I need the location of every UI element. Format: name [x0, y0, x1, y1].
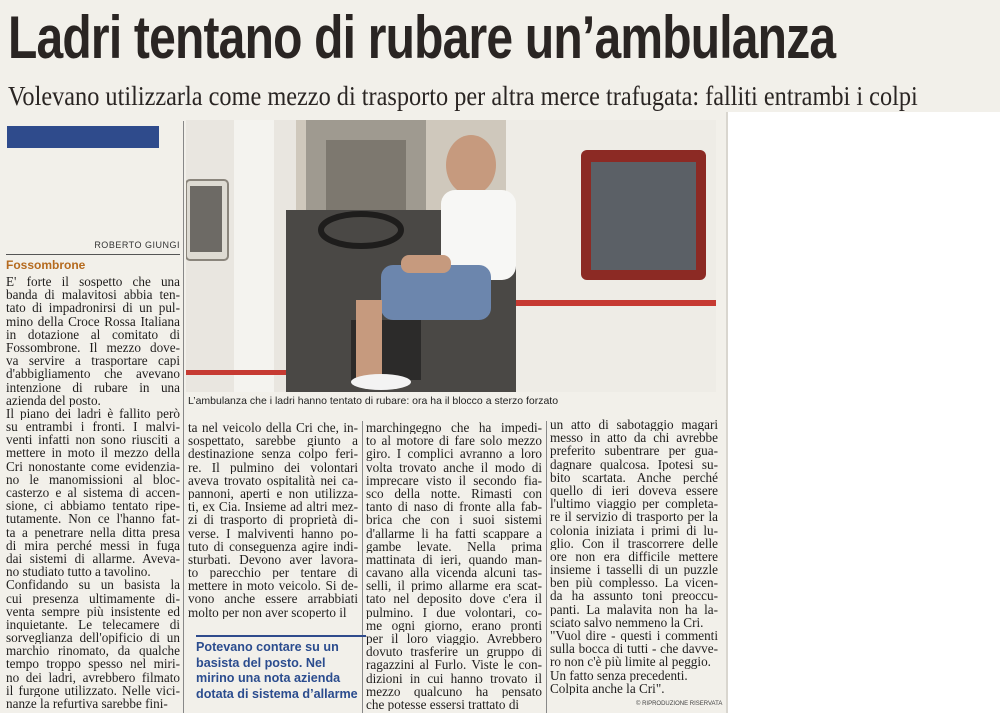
- ambulance-photo-illustration: [186, 120, 716, 392]
- article-text-line: d'allarme li ha fatti scappare a: [366, 526, 542, 540]
- article-text-line: molto per non aver scoperto il: [188, 605, 347, 619]
- article-text-line: brica che con i suoi sistemi: [366, 513, 542, 527]
- author-byline: ROBERTO GIUNGI: [94, 240, 180, 250]
- article-text-line: vono anche essere arrabbiati: [188, 592, 358, 606]
- article-text-line: ta a penetrare nella ditta presa: [6, 525, 180, 539]
- text-column-4: [550, 418, 718, 695]
- article-text-line: per il loro viaggio. Avrebbero: [366, 632, 542, 646]
- article-text-line: mezzo qualcuno ha pensato: [366, 684, 542, 698]
- article-text-line: Fossombrone. Il mezzo dove-: [6, 340, 180, 355]
- article-text-line: dai sistemi di allarme. Aveva-: [6, 551, 180, 566]
- article-text-line: preferito subentrare per gua-: [550, 444, 718, 458]
- pull-quote: Potevano contare su un basista del posto. Nel mirino una nota azienda dotata di sistema d’allarme: [196, 635, 366, 702]
- section-color-bar: [7, 126, 159, 148]
- article-text-line: marchio rinomato, da qualche: [6, 644, 180, 658]
- article-text-line: re. Il pulmino dei volontari: [188, 460, 358, 474]
- article-text-line: intenzione di rubare in una: [6, 380, 180, 394]
- article-text-line: che potesse essersi trattato di: [366, 697, 520, 712]
- article-text-line: insieme i tasselli di un puzzle: [550, 563, 718, 577]
- photo-caption: L’ambulanza che i ladri hanno tentato di rubare: ora ha il blocco a sterzo forzato: [188, 395, 559, 407]
- article-text-line: pannoni, aperti e non utilizza-: [188, 486, 358, 501]
- article-text-line: il furgone utilizzato. Nelle vici-: [6, 683, 180, 697]
- article-text-line: banda di malavitosi abbia ten-: [6, 288, 180, 302]
- article-text-line: casterzo e al sistema di accen-: [6, 486, 180, 500]
- text-column-3: [366, 421, 542, 711]
- article-text-line: me ogni giorno, erano pronti: [366, 618, 542, 632]
- article-text-line: mattinata di ieri, quando man-: [366, 552, 542, 567]
- article-text-line: to al motore di fare solo mezzo: [366, 434, 542, 448]
- article-text-line: sco della notte. Rimasti con: [366, 486, 542, 501]
- article-text-line: E' forte il sospetto che una: [6, 275, 180, 289]
- article-text-line: mettere in moto veicolo. Si de-: [188, 579, 358, 593]
- text-column-1: [6, 275, 180, 710]
- article-text-line: no studiato tutto a tavolino.: [6, 565, 151, 579]
- article-text-line: selli, il primo allarme era scat-: [366, 579, 542, 593]
- article-text-line: aveva trovato ospitalità nei ca-: [188, 473, 358, 487]
- article-text-line: sospettato, sarebbe giunto a: [188, 434, 358, 448]
- article-text-line: ti, ex Cia. Insieme ad altri mez-: [188, 500, 358, 514]
- article-text-line: in dotazione al comitato di: [6, 327, 180, 341]
- article-text-line: sorveglianza dell'opificio di un: [6, 631, 180, 645]
- article-text-line: "Vuol dire - questi i commenti: [550, 629, 718, 643]
- article-text-line: nanze la refurtiva sarebbe fini-: [6, 697, 168, 711]
- article-text-line: tuto di conseguenza agire indi-: [188, 539, 358, 553]
- article-text-line: un atto di sabotaggio magari: [550, 418, 718, 432]
- article-text-line: zi di trasporto di proprietà di-: [188, 513, 358, 527]
- article-text-line: da ha assunto toni preoccu-: [550, 589, 718, 603]
- article-text-line: quello di ieri doveva essere: [550, 483, 718, 498]
- article-text-line: inquietante. Le telecamere di: [6, 617, 180, 632]
- column-divider-1: [183, 121, 184, 713]
- article-text-line: imprecare visto il secondo fia-: [366, 473, 542, 487]
- article-text-line: su entrambi i fronti. I malvi-: [6, 420, 180, 434]
- article-text-line: gambe levate. Nella prima: [366, 539, 542, 553]
- column-divider-3: [546, 421, 547, 713]
- article-text-line: d'abbigliamento che avevano: [6, 367, 180, 381]
- article-text-line: ben più complesso. La vicen-: [550, 576, 718, 590]
- article-text-line: marchingegno che ha impedi-: [366, 421, 542, 435]
- article-text-line: Confidando su un basista la: [6, 578, 180, 592]
- article-text-line: dovuto trasferire un gruppo di: [366, 645, 542, 659]
- article-text-line: re il servizio di trasporto per la: [550, 510, 718, 524]
- article-text-line: dizioni in cui hanno trovato il: [366, 671, 542, 685]
- article-text-line: l'ultimo viaggio per completa-: [550, 497, 718, 511]
- ambulance-photo: [186, 120, 716, 392]
- article-text-line: ragazzini al Furlo. Viste le con-: [366, 658, 542, 672]
- article-text-line: Il piano dei ladri è fallito però: [6, 406, 180, 421]
- article-text-line: sione, ci abbiamo tentato ripe-: [6, 499, 180, 513]
- article-text-line: Cri nonostante come evidenzia-: [6, 459, 180, 473]
- subheadline: Volevano utilizzarla come mezzo di trasporto per altra merce trafugata: falliti entrambi i colpi: [8, 81, 918, 111]
- article-text-line: va servire a trasportare capi: [6, 354, 180, 368]
- article-text-line: venti infatti non sono riusciti a: [6, 433, 180, 447]
- article-text-line: cavano alla vicenda alcuni tas-: [366, 566, 542, 580]
- article-text-line: glio. Con il trascorrere delle: [550, 536, 718, 550]
- article-text-line: ta nel veicolo della Cri che, in-: [188, 421, 358, 435]
- article-text-line: ore non era difficile mettere: [550, 549, 718, 564]
- article-text-line: tanto di naso di fronte alla fab-: [366, 500, 542, 514]
- article-text-line: no dei ladri, avrebbero filmato: [6, 670, 180, 684]
- article-text-line: colonia iniziata i primi di lu-: [550, 523, 718, 537]
- blank-margin: [728, 112, 1000, 713]
- dateline: Fossombrone: [6, 258, 86, 272]
- article-text-line: mino della Croce Rossa Italiana: [6, 314, 180, 328]
- article-text-line: Colpita anche la Cri".: [550, 681, 665, 695]
- article-text-line: panti. La malavita non ha la-: [550, 602, 718, 616]
- article-text-line: volta trovato anche il modo di: [366, 460, 542, 474]
- article-text-line: dagnare qualcosa. Ipotesi su-: [550, 457, 718, 471]
- article-text-line: ro non c'è più limite al peggio.: [550, 655, 711, 669]
- article-text-line: destinazione senza colpo feri-: [188, 447, 358, 461]
- article-text-line: cui presenza ultimamente di-: [6, 591, 180, 605]
- headline: Ladri tentano di rubare un’ambulanza: [8, 4, 836, 71]
- article-text-line: sturbati. Devono aver lavora-: [188, 552, 358, 567]
- article-text-line: pulmino. I due volontari, co-: [366, 605, 542, 619]
- article-text-line: di mira perché messi in fuga: [6, 538, 180, 552]
- article-text-line: tempo troppo spesso nel miri-: [6, 657, 180, 671]
- byline-divider: [6, 254, 180, 255]
- article-text-line: tutamente. Non ce l'hanno fat-: [6, 512, 180, 526]
- article-text-line: bito scartata. Anche perché: [550, 470, 718, 484]
- article-text-line: no le manomissioni al bloc-: [6, 472, 180, 486]
- article-text-line: to parecchio per tentare di: [188, 566, 358, 580]
- article-text-line: tato nel deposito dove c'era il: [366, 592, 542, 606]
- article-text-line: tato di impadronirsi di un pul-: [6, 301, 180, 315]
- article-text-line: azienda del posto.: [6, 393, 101, 407]
- article-text-line: mettere in moto il mezzo della: [6, 446, 180, 460]
- article-text-line: venta sempre più insistente ed: [6, 604, 180, 618]
- text-column-2: [188, 421, 358, 619]
- article-text-line: Un fatto senza precedenti.: [550, 668, 688, 682]
- article-text-line: giro. I complici avranno a loro: [366, 447, 542, 461]
- article-text-line: messo in atto da chi avrebbe: [550, 431, 718, 445]
- article-text-line: verse. I malviventi hanno po-: [188, 526, 358, 540]
- article-text-line: sciato salvo nemmeno la Cri.: [550, 615, 704, 629]
- reproduction-notice: © RIPRODUZIONE RISERVATA: [636, 701, 723, 707]
- article-text-line: sulla bocca di tutti - che davve-: [550, 642, 718, 656]
